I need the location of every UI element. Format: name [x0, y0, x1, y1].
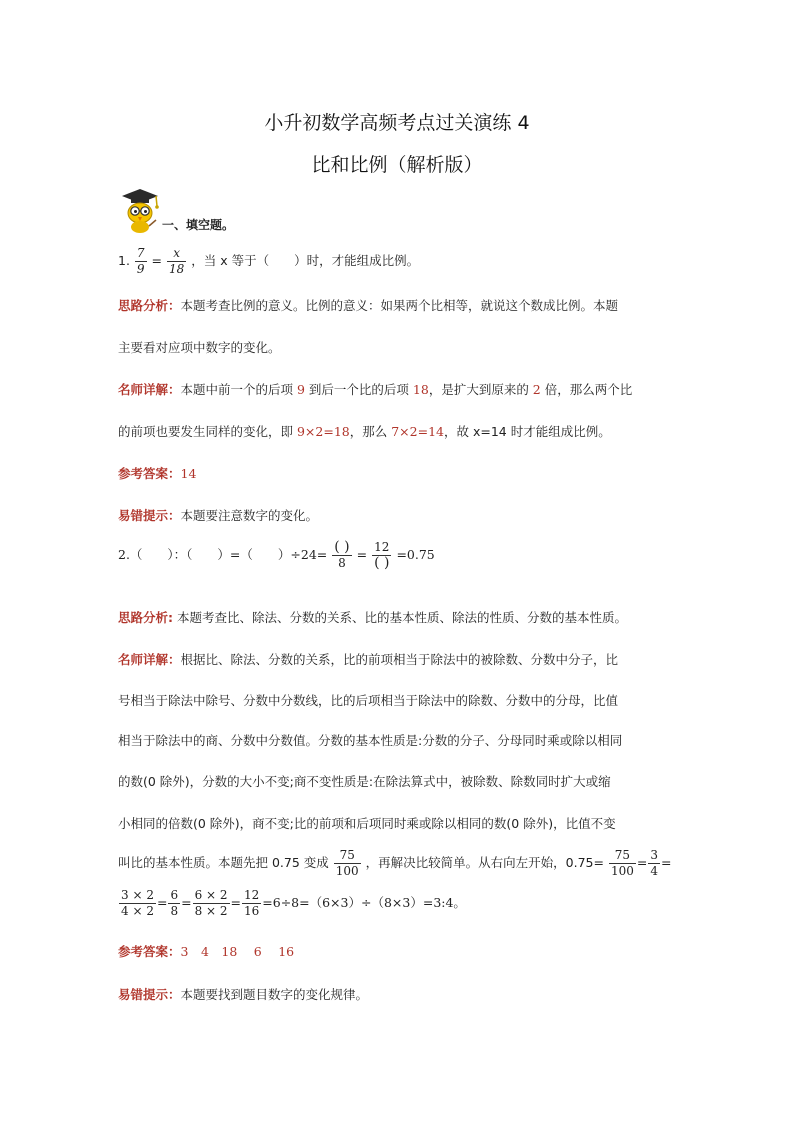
- equals-sign: =: [636, 855, 648, 870]
- analysis-label: 思路分析：: [118, 298, 181, 313]
- page-title: 小升初数学高频考点过关演练 4: [264, 112, 530, 134]
- fraction-numerator: 3 × 2: [121, 888, 154, 902]
- fraction-denominator: 8: [338, 556, 346, 570]
- fraction-denominator: 9: [136, 262, 145, 276]
- detail-text: 的前项也要发生同样的变化，即: [118, 424, 297, 439]
- fraction: [334, 848, 361, 879]
- fraction: [135, 246, 147, 277]
- question-text: 2.（ ）：（ ）=（ ）÷24=: [118, 547, 328, 562]
- answer-line: [118, 464, 683, 482]
- detail-text: 到后一个比的后项: [304, 382, 413, 397]
- fraction-denominator: ( ): [374, 555, 390, 571]
- detail-label: 名师详解：: [118, 652, 181, 667]
- fraction-denominator: 4: [650, 864, 658, 878]
- answer-line: [118, 942, 683, 960]
- fraction: [372, 540, 391, 571]
- analysis-label: 思路分析:: [118, 610, 173, 625]
- fraction-denominator: 4 × 2: [121, 904, 154, 918]
- fraction-numerator: 75: [334, 848, 361, 864]
- fraction-numerator: 12: [372, 540, 391, 556]
- detail-text: ，那么: [349, 424, 392, 439]
- detail-label: 名师详解：: [118, 382, 181, 397]
- analysis-text: 主要看对应项中数字的变化。: [118, 340, 281, 355]
- detail-line: [118, 888, 683, 919]
- detail-line: [118, 691, 683, 709]
- question-2: [118, 540, 683, 571]
- detail-text: 倍，那么两个比: [540, 382, 633, 397]
- answer-value: 14: [180, 466, 197, 481]
- analysis-line: [118, 338, 683, 356]
- fraction-numerator: 75: [609, 848, 636, 864]
- fraction-denominator: 100: [610, 864, 634, 878]
- detail-text: 相当于除法中的商、分数中分数值。分数的基本性质是:分数的分子、分母同时乘或除以相同: [118, 733, 623, 748]
- detail-line: [118, 422, 683, 440]
- detail-text: ，再解决比较简单。从右向左开始，0.75=: [365, 855, 604, 870]
- fraction-numerator: 3: [650, 848, 658, 862]
- equals-sign: =: [356, 547, 368, 562]
- detail-text: 根据比、除法、分数的关系，比的前项相当于除法中的被除数、分数中分子，比: [180, 652, 619, 667]
- question-number: 1.: [118, 253, 130, 268]
- fraction: [168, 888, 180, 919]
- detail-line: [118, 848, 683, 879]
- analysis-line: [118, 296, 683, 314]
- detail-number: 7×2=14: [391, 424, 444, 439]
- detail-line: [118, 772, 683, 790]
- detail-line: [118, 731, 683, 749]
- detail-number: 2: [532, 382, 541, 397]
- detail-line: [118, 814, 683, 832]
- page-subtitle: 比和比例（解析版）: [311, 154, 483, 176]
- fraction: [648, 848, 660, 879]
- analysis-line: [118, 608, 683, 626]
- detail-line: [118, 380, 683, 398]
- fraction-denominator: 18: [169, 262, 185, 276]
- fraction: [119, 888, 156, 919]
- analysis-text: 本题考查比例的意义。比例的意义：如果两个比相等，就说这个数成比例。本题: [180, 298, 619, 313]
- fraction-numerator: 7: [136, 246, 145, 260]
- detail-text: ，是扩大到原来的: [428, 382, 533, 397]
- fraction-numerator: x: [167, 246, 186, 262]
- detail-number: 9×2=18: [296, 424, 350, 439]
- detail-line: [118, 650, 683, 668]
- detail-text: 本题中前一个的后项: [180, 382, 297, 397]
- detail-text: 号相当于除法中除号、分数中分数线，比的后项相当于除法中的除数、分数中的分母，比值: [118, 693, 619, 708]
- question-text: ，当 x 等于（ ）时，才能组成比例。: [191, 253, 420, 268]
- fraction: [332, 540, 351, 571]
- tip-label: 易错提示：: [118, 987, 181, 1002]
- fraction-numerator: ( ): [334, 539, 350, 555]
- fraction-numerator: 12: [244, 888, 260, 902]
- detail-text: 小相同的倍数(0 除外)，商不变;比的前项和后项同时乘或除以相同的数(0 除外)，比值不变: [118, 816, 616, 831]
- answer-value: 3 4 18 6 16: [180, 944, 295, 959]
- fraction-numerator: 6 × 2: [194, 888, 228, 902]
- fraction-denominator: 16: [244, 904, 260, 918]
- equals-sign: =: [151, 253, 163, 268]
- fraction-denominator: 8 × 2: [194, 904, 228, 918]
- answer-label: 参考答案：: [118, 944, 181, 959]
- analysis-text: 本题考查比、除法、分数的关系、比的基本性质、除法的性质、分数的基本性质。: [173, 610, 627, 625]
- detail-number: 9: [297, 382, 305, 397]
- equals-sign: =: [660, 855, 672, 870]
- fraction-denominator: 8: [170, 904, 179, 918]
- answer-label: 参考答案：: [118, 466, 181, 481]
- tip-text: 本题要找到题目数字的变化规律。: [180, 987, 369, 1002]
- section-label: 一、填空题。: [162, 218, 235, 232]
- fraction: [167, 246, 186, 277]
- fraction: [193, 888, 230, 919]
- detail-text: =6÷8=（6×3）÷（8×3）=3:4。: [262, 895, 466, 910]
- detail-text: ，故 x=14 时才能组成比例。: [444, 424, 611, 439]
- equals-sign: =: [156, 895, 168, 910]
- fraction-numerator: 6: [170, 888, 179, 902]
- fraction: [609, 848, 636, 879]
- fraction-denominator: 100: [335, 864, 359, 878]
- tip-label: 易错提示：: [118, 508, 181, 523]
- question-1: [118, 246, 683, 277]
- tip-line: [118, 985, 683, 1003]
- question-text: =0.75: [396, 547, 435, 562]
- equals-sign: =: [181, 895, 192, 910]
- detail-text: 叫比的基本性质。本题先把 0.75 变成: [118, 855, 329, 870]
- fraction: [242, 888, 261, 919]
- tip-text: 本题要注意数字的变化。: [180, 508, 319, 523]
- detail-number: 18: [412, 382, 429, 397]
- mascot-scholar-icon: [116, 186, 164, 234]
- equals-sign: =: [230, 895, 241, 910]
- detail-text: 的数(0 除外)，分数的大小不变;商不变性质是:在除法算式中，被除数、除数同时扩大或缩: [118, 774, 611, 789]
- tip-line: [118, 506, 683, 524]
